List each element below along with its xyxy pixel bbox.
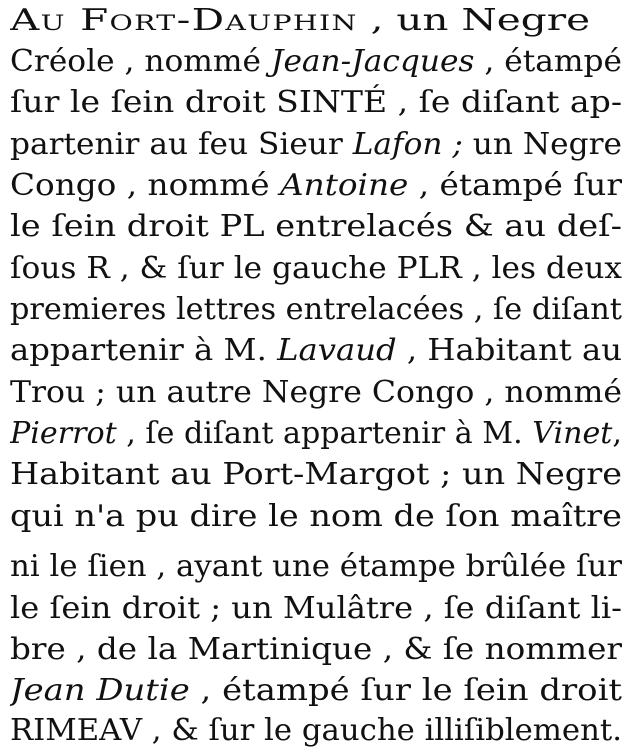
text-line-inner bbox=[10, 413, 622, 455]
text-run: ſous R , & ſur le gauche PLR , les deux bbox=[10, 251, 622, 286]
text-line-inner bbox=[10, 41, 622, 83]
text-run: un Negre bbox=[462, 127, 622, 162]
text-run: , Habitant au bbox=[396, 333, 622, 368]
text-line bbox=[10, 289, 622, 331]
text-line bbox=[10, 82, 622, 124]
text-run: appartenir à M. bbox=[10, 333, 278, 368]
italic-name: Jean-Jacques bbox=[270, 44, 475, 79]
text-line bbox=[10, 413, 622, 455]
text-run: Habitant au Port-Margot ; un Negre bbox=[10, 457, 622, 492]
text-run: ni le ſien , ayant une étampe brûlée ſur bbox=[10, 549, 622, 584]
text-line-inner bbox=[10, 588, 622, 630]
italic-name: Antoine bbox=[280, 168, 409, 203]
italic-name: Vinet bbox=[532, 416, 613, 451]
text-line-inner bbox=[10, 454, 622, 496]
text-line bbox=[10, 629, 622, 671]
text-line bbox=[10, 710, 622, 752]
text-line bbox=[10, 248, 622, 290]
italic-name: Jean Dutie bbox=[10, 673, 190, 708]
text-run: partenir au feu Sieur bbox=[10, 127, 353, 162]
text-line bbox=[10, 372, 622, 414]
text-line-inner bbox=[10, 124, 622, 166]
text-line bbox=[10, 165, 622, 207]
text-line-inner bbox=[10, 82, 622, 124]
text-run: , ſe diſant appartenir à M. bbox=[116, 416, 533, 451]
text-line bbox=[10, 330, 622, 372]
text-line-inner bbox=[10, 248, 622, 290]
text-run: le ſein droit PL entrelacés & au deſ- bbox=[10, 209, 622, 244]
text-line bbox=[10, 588, 622, 630]
text-run: qui n'a pu dire le nom de ſon maître bbox=[10, 499, 622, 534]
text-run: Trou ; un autre Negre Congo , nommé bbox=[10, 375, 622, 410]
text-line bbox=[10, 41, 622, 83]
text-run: , bbox=[612, 416, 622, 451]
text-line-inner bbox=[10, 0, 590, 42]
text-run: le ſein droit ; un Mulâtre , ſe diſant li- bbox=[10, 591, 622, 626]
text-run: premieres lettres entrelacées , ſe diſant bbox=[10, 292, 622, 327]
text-run: bre , de la Martinique , & ſe nommer bbox=[10, 632, 622, 667]
italic-name: Pierrot bbox=[10, 416, 117, 451]
text-run: RIMEAV , & ſur le gauche illiſiblement. bbox=[10, 713, 622, 748]
text-line-inner bbox=[10, 206, 622, 248]
text-line-inner bbox=[10, 546, 622, 588]
text-line bbox=[10, 124, 622, 166]
text-run: , étampé ſur le ſein droit bbox=[189, 673, 622, 708]
text-line-inner bbox=[10, 710, 622, 752]
text-run: Congo , nommé bbox=[10, 168, 281, 203]
italic-name: Lafon ; bbox=[352, 127, 463, 162]
text-run: , étampé bbox=[474, 44, 622, 79]
text-line-inner bbox=[10, 670, 622, 712]
text-run: ſur le ſein droit SINTÉ , ſe diſant ap- bbox=[10, 85, 622, 120]
text-line bbox=[10, 0, 622, 42]
text-line-inner bbox=[10, 289, 622, 331]
text-line-inner bbox=[10, 330, 622, 372]
text-line-inner bbox=[10, 372, 622, 414]
italic-name: Lavaud bbox=[277, 333, 397, 368]
text-line bbox=[10, 496, 622, 538]
text-line-inner bbox=[10, 496, 622, 538]
text-line bbox=[10, 454, 622, 496]
text-line bbox=[10, 546, 622, 588]
text-line bbox=[10, 670, 622, 712]
text-run: Créole , nommé bbox=[10, 44, 271, 79]
text-line-inner bbox=[10, 165, 622, 207]
text-run: , un Negre bbox=[357, 3, 591, 38]
text-line-inner bbox=[10, 629, 622, 671]
text-run: , étampé ſur bbox=[408, 168, 622, 203]
text-line bbox=[10, 206, 622, 248]
small-caps-heading: Au Fort-Dauphin bbox=[10, 3, 358, 38]
